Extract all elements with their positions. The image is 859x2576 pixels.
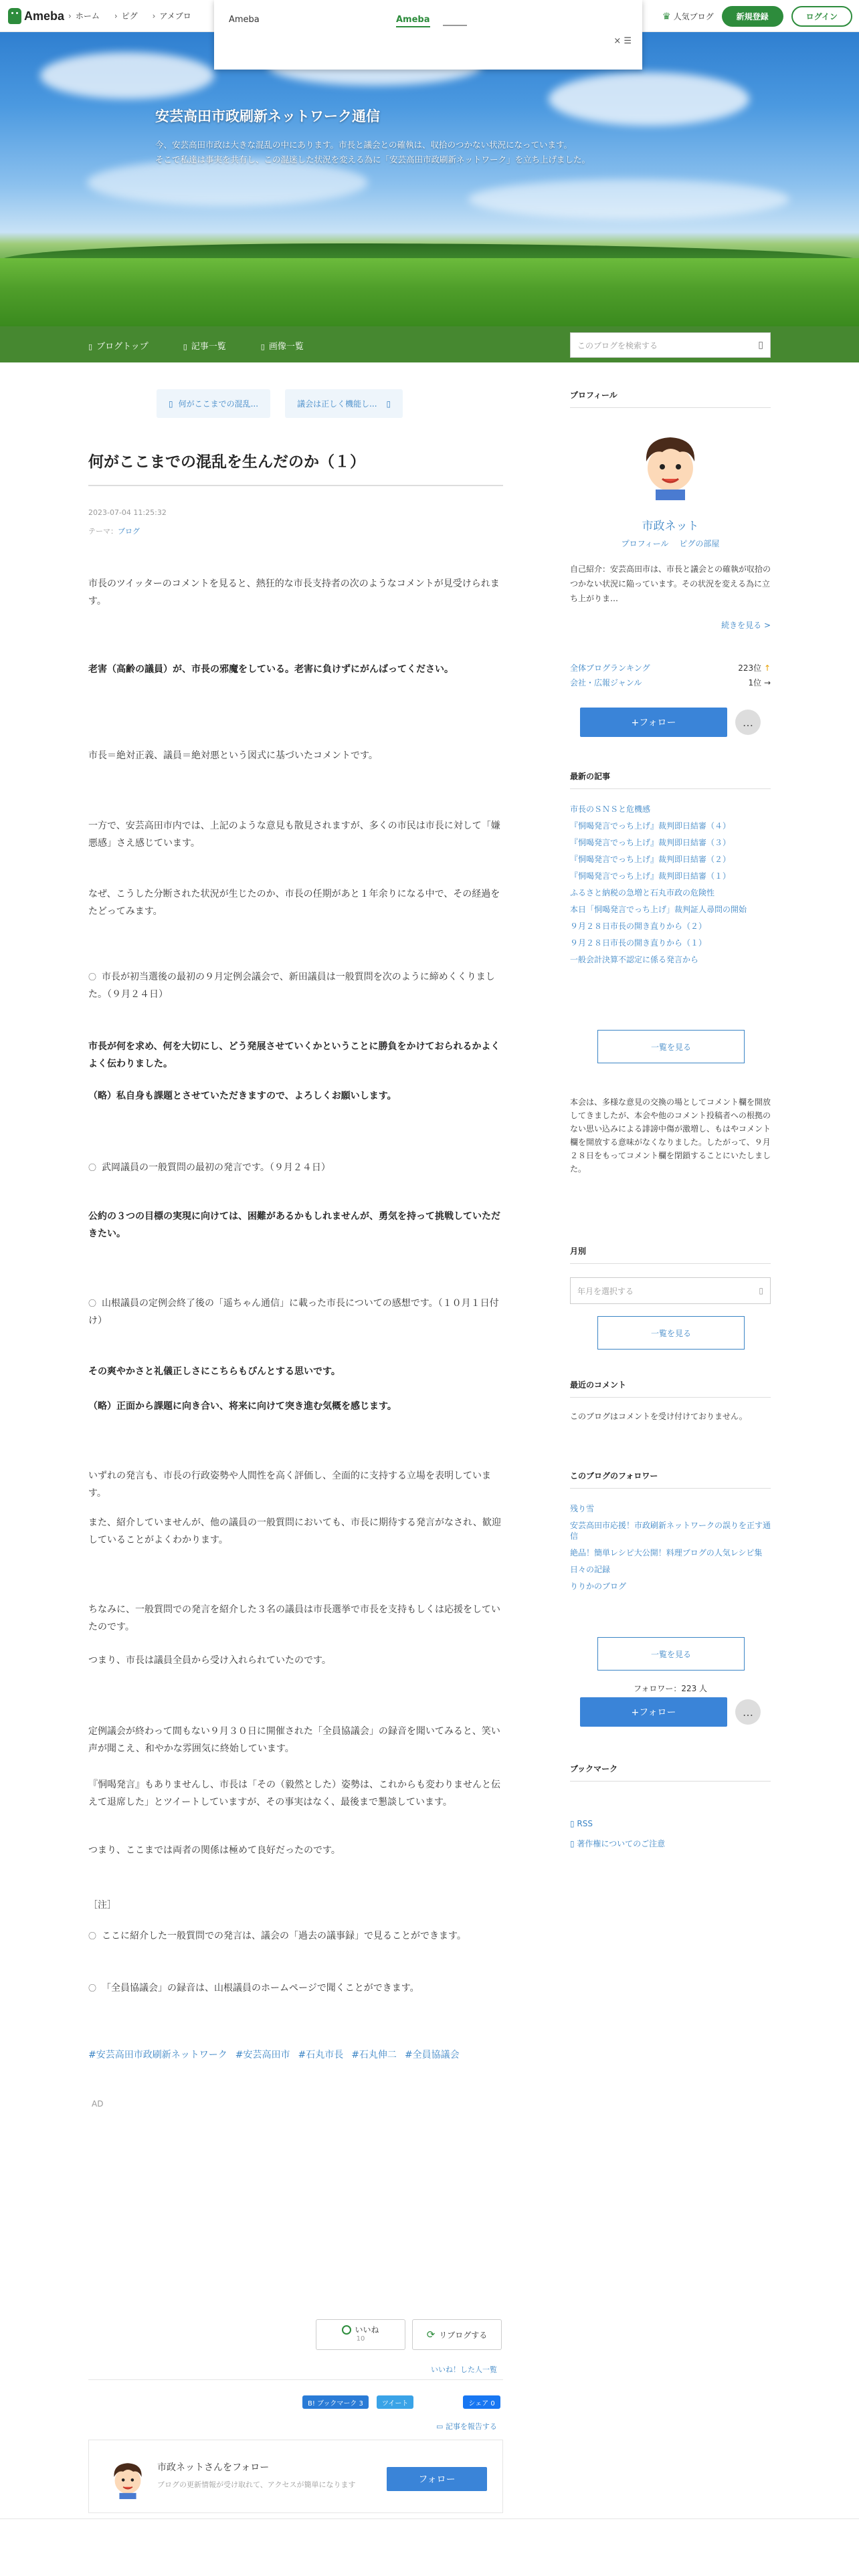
blog-nav-top[interactable]: ▯ ブログトップ [88,339,149,352]
article-paragraph: 『恫喝発言』もありませんし、市長は「その（毅然とした）姿勢は、これからも変わりませんと伝えて退席した」とツイートしていますが、その事実はなく、最後まで懇談しています。 [88,1780,500,1808]
reblog-icon: ⟳ [426,2329,436,2341]
popup-tab-link[interactable]: Ameba [396,15,430,27]
ranking-number: 223位 [738,663,762,673]
cloud-shape [468,179,789,219]
blog-description [155,138,677,167]
latest-article-link[interactable]: ９月２８日市長の開き直りから（１） [570,938,707,948]
cloud-shape [549,72,749,126]
blog-description-line: そこで私達は事実を共有し、この混迷した状況を変える為に「安芸高田市政刷新ネットワーク」を立ち上げました。 [155,154,591,165]
article-bullet: 〇 ここに紹介した一般質問での発言は、議会の「過去の議事録」で見ることができます。 [88,1927,503,1945]
article-quote: 公約の３つの目標の実現に向けては、困難があるかもしれませんが、勇気を持って挑戦していただきたい。 [88,1211,500,1239]
report-article-link[interactable]: ▭ 記事を報告する [436,2421,497,2432]
hashtag-link[interactable]: #石丸伸二 [351,2050,397,2060]
article-date: 2023-07-04 11:25:32 [88,508,167,517]
article-paragraph: 市長＝絶対正義、議員＝絶対悪という図式に基づいたコメントです。 [88,750,378,761]
popular-label: 人気ブログ [673,12,714,21]
latest-heading: 最新の記事 [570,770,771,789]
genre-ranking-link[interactable]: 会社・広報ジャンル [570,678,642,687]
blog-title[interactable]: 安芸高田市政刷新ネットワーク通信 [155,108,380,124]
nav-pigg[interactable]: › ピグ [114,10,138,21]
login-button[interactable]: ログイン [791,6,852,27]
article-paragraph: 市長のツイッターのコメントを見ると、熱狂的な市長支持者の次のようなコメントが見受けられます。 [88,578,500,607]
grass-field [0,258,859,326]
comment-notice: 本会は、多様な意見の交換の場としてコメント欄を開放してきましたが、本会や他のコメント投稿者への根拠のない思い込みによる誹謗中傷が激増し、もはやコメント欄を開放する意味がなくなりました。したがって、９月２８日をもってコメント欄を閉鎖することにいたしました。 [570,1097,771,1174]
share-buttons [302,2395,500,2409]
popup-tab-divider [443,25,467,26]
ranking-row [570,677,771,688]
followers-heading: このブログのフォロワー [570,1470,771,1489]
overall-ranking-link[interactable]: 全体ブログランキング [570,663,650,673]
month-select-value: 年月を選択する [577,1286,634,1296]
blog-header-image [0,32,859,326]
follower-blog-link[interactable]: 残り雪 [570,1504,595,1513]
copyright-link[interactable]: ▯ 著作権についてのご注意 [570,1838,665,1849]
latest-list-button[interactable]: 一覧を見る [597,1030,745,1063]
article-bullet: 〇 市長が初当選後の最初の９月定例会議会で、新田議員は一般質問を次のように締めくくりました。（９月２４日） [88,968,503,1003]
theme-label: テーマ： [88,527,118,536]
article-paragraph: つまり、市長は議員全員から受け入れられていたのです。 [88,1655,331,1666]
pigg-room-link[interactable]: ピグの部屋 [679,539,720,548]
note-heading: ［注］ [88,1900,116,1911]
smile-icon [342,2325,351,2335]
profile-heading: プロフィール [570,389,771,408]
article-paragraph: いずれの発言も、市長の行政姿勢や人間性を高く評価し、全面的に支持する立場を表明しています。 [88,1471,491,1499]
divider [88,2379,503,2380]
article-bullet: 〇 「全員協議会」の録音は、山根議員のホームページで聞くことができます。 [88,1979,503,1997]
follower-blog-link[interactable]: 絶品！簡単レシピ大公開！料理ブログの人気レシピ集 [570,1548,763,1558]
rank-up-icon: ↑ [763,663,771,673]
monthly-list-button[interactable]: 一覧を見る [597,1316,745,1350]
article-paragraph: 定例議会が終わって間もない９月３０日に開催された「全員協議会」の録音を聞いてみると、笑い声が聞こえ、和やかな雰囲気に終始しています。 [88,1726,500,1754]
follower-count: フォロワー：223 人 [633,1684,708,1693]
blog-nav [0,326,859,362]
article-paragraph: なぜ、こうした分断された状況が生じたのか、市長の任期があと１年余りになる中で、その経過をたどってみます。 [88,889,500,917]
follow-card-title: 市政ネットさんをフォロー [157,2462,270,2473]
ameba-logo-icon [8,8,21,24]
article-quote: （略）私自身も課題とさせていただきますので、よろしくお願いします。 [88,1091,397,1101]
article-paragraph: また、紹介していませんが、他の議員の一般質問においても、市長に期待する発言がなされ、歓迎していることがよくわかります。 [88,1517,501,1545]
top-right-actions [662,6,852,27]
article-paragraph: ちなみに、一般質問での発言を紹介した３名の議員は市長選挙で市長を支持もしくは応援をしていたのです。 [88,1604,500,1632]
rank-same-icon: → [763,678,771,687]
popup-brand: Ameba [229,15,260,25]
hatena-bookmark-button[interactable]: B! ブックマーク 3 [302,2395,369,2409]
article-quote: （略）正面から課題に向き合い、将来に向けて突き進む気概を感じます。 [88,1401,397,1412]
follow-card-desc: ブログの更新情報が受け取れて、アクセスが簡単になります [157,2480,356,2489]
profile-intro: 自己紹介：安芸高田市は、市長と議会との確執が収拾のつかない状況に陥っています。その状況を変える為に立ち上がりま… [570,564,771,603]
ad-label: AD [92,2099,104,2109]
bookmark-heading: ブックマーク [570,1763,771,1782]
cloud-shape [40,52,214,99]
like-count: 10 [356,2335,365,2343]
like-button[interactable] [316,2319,405,2350]
followers-list [570,1503,771,1598]
followers-list-button[interactable]: 一覧を見る [597,1637,745,1671]
comments-heading: 最近のコメント [570,1379,771,1398]
article-bullet: 〇 山根議員の定例会終了後の「遥ちゃん通信」に載った市長についての感想です。（１０月１日付け） [88,1295,503,1329]
rss-link[interactable]: ▯ RSS [570,1819,593,1828]
follower-blog-link[interactable]: 日々の記録 [570,1565,611,1574]
ranking-value [748,677,771,688]
follow-row [580,1697,761,1727]
reaction-buttons [316,2319,502,2350]
hashtag-link[interactable]: #安芸高田市政刷新ネットワーク [88,2050,227,2060]
theme-link[interactable]: ブログ [118,527,140,536]
follow-button[interactable]: +フォロー [580,1697,727,1727]
blog-nav-items [88,339,304,352]
tweet-button[interactable]: ツイート [377,2395,414,2409]
article-paragraph: 一方で、安芸高田市内では、上記のような意見も散見されますが、多くの市民は市長に対して「嫌悪感」さえ感じています。 [88,821,500,849]
latest-article-link[interactable]: 『恫喝発言でっち上げ』裁判即日結審（３） [570,838,731,847]
blog-description-line: 今、安芸高田市政は大きな混乱の中にあります。市長と議会との確執は、収拾のつかない状況になっています。 [155,140,573,150]
monthly-heading: 月別 [570,1245,771,1264]
article-quote: 市長が何を求め、何を大切にし、どう発展させていくかということに勝負をかけておられるかよくよく伝わりました。 [88,1041,500,1069]
hashtag-list [88,2048,460,2061]
latest-article-link[interactable]: 一般会計決算不認定に係る発言から [570,955,699,964]
article-title: 何がここまでの混乱を生んだのか（１） [88,449,503,486]
ameba-logo[interactable] [8,8,64,24]
more-options-icon[interactable]: … [735,710,761,735]
crown-icon: ♛ [662,11,671,22]
profile-link[interactable]: プロフィール [621,539,669,548]
article-theme [88,526,140,536]
latest-article-link[interactable]: 本日「恫喝発言でっち上げ」裁判証人尋問の開始 [570,905,747,914]
signup-button[interactable]: 新規登録 [722,6,783,27]
ranking-row [570,662,771,673]
like-label: いいね [355,2325,379,2335]
article-bullet: 〇 武岡議員の一般質問の最初の発言です。（９月２４日） [88,1159,503,1176]
follower-blog-link[interactable]: りりかのブログ [570,1582,627,1591]
latest-article-link[interactable]: 『恫喝発言でっち上げ』裁判即日結審（４） [570,821,731,831]
latest-article-link[interactable]: ふるさと納税の急増と石丸市政の危険性 [570,888,715,897]
popular-blogs-link[interactable] [662,11,714,22]
ranking-number: 1位 [748,678,762,687]
reblog-label: リブログする [439,2330,488,2340]
profile-links [570,538,771,549]
like-row [342,2325,379,2335]
profile-name[interactable]: 市政ネット [642,520,699,533]
search-icon[interactable]: ▯ [758,340,763,350]
follow-row [580,708,761,737]
read-more-link[interactable]: 続きを見る > [721,621,771,630]
more-options-icon[interactable]: … [735,1699,761,1725]
hashtag-link[interactable]: #安芸高田市 [235,2050,290,2060]
prev-article-link[interactable]: ▯ 何がここまでの混乱... [157,389,270,418]
follow-card-button[interactable]: フォロー [387,2467,487,2491]
next-article-link[interactable]: 議会は正しく機能し... ▯ [285,389,403,418]
liked-by-link[interactable]: いいね！した人一覧 [431,2365,497,2374]
select-arrow-icon: ▯ [759,1286,763,1295]
avatar [108,2456,148,2499]
latest-articles-list [570,804,771,971]
reblog-button[interactable] [412,2319,502,2350]
blog-nav-images[interactable]: ▯ 画像一覧 [261,339,304,352]
popup-close-icon[interactable]: × ☰ [613,36,632,46]
follow-button[interactable]: +フォロー [580,708,727,737]
top-nav [68,10,191,21]
article-quote: 老害（高齢の議員）が、市長の邪魔をしている。老害に負けずにがんばってください。 [88,664,454,675]
ameba-dropdown-popup [214,0,642,70]
latest-article-link[interactable]: ９月２８日市長の開き直りから（２） [570,922,707,931]
hashtag-link[interactable]: #全員協議会 [404,2050,460,2060]
facebook-share-button[interactable]: シェア 0 [463,2395,500,2409]
latest-article-link[interactable]: 市長のＳＮＳと危機感 [570,804,651,814]
nav-home[interactable]: › ホーム [68,10,100,21]
article-quote: その爽やかさと礼儀正しさにこちらもぴんとする思いです。 [88,1366,341,1377]
blog-nav-entries[interactable]: ▯ 記事一覧 [183,339,226,352]
article-paragraph: つまり、ここまでは両者の関係は極めて良好だったのです。 [88,1845,341,1856]
logo-text: Ameba [24,9,65,23]
month-select[interactable] [570,1277,771,1304]
hashtag-link[interactable]: #石丸市長 [298,2050,344,2060]
divider [0,2518,859,2519]
avatar[interactable] [636,425,705,500]
follow-card [88,2440,503,2513]
follower-blog-link[interactable]: 安芸高田市応援！市政刷新ネットワークの誤りを正す通信 [570,1521,771,1541]
article-pager [157,389,403,418]
ranking-value [738,662,771,673]
comments-text: このブログはコメントを受け付けておりません。 [570,1412,747,1421]
latest-article-link[interactable]: 『恫喝発言でっち上げ』裁判即日結審（２） [570,855,731,864]
search-placeholder: このブログを検索する [577,340,658,350]
nav-ameblo[interactable]: › アメブロ [153,10,191,21]
latest-article-link[interactable]: 『恫喝発言でっち上げ』裁判即日結審（１） [570,871,731,881]
blog-search-input[interactable] [570,332,771,358]
